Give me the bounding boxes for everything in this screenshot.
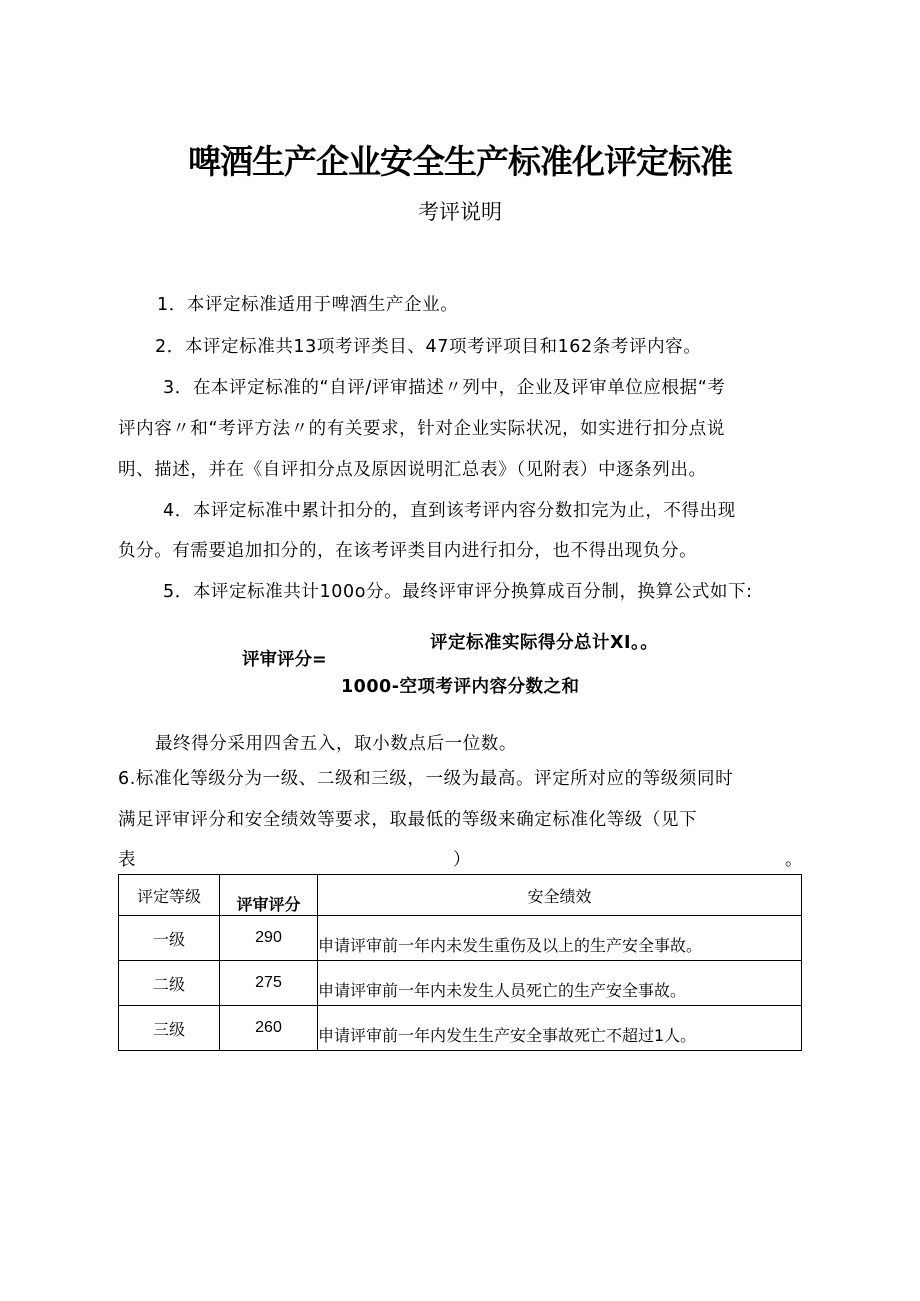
paragraph-6-close-paren: ） (453, 850, 472, 870)
paragraph-6-line-1: 6.标准化等级分为一级、二级和三级，一级为最高。评定所对应的等级须同时 (118, 769, 734, 789)
paragraph-3-line-3: 明、描述，并在《自评扣分点及原因说明汇总表》（见附表）中逐条列出。 (118, 460, 707, 480)
table-row (119, 1006, 802, 1051)
cell-grade: 一级 (119, 916, 220, 961)
grade-table (118, 874, 802, 1051)
paragraph-1: 1．本评定标准适用于啤酒生产企业。 (157, 295, 459, 315)
header-safety-performance: 安全绩效 (318, 875, 802, 916)
document-subtitle: 考评说明 (418, 200, 502, 224)
paragraph-2: 2．本评定标准共13项考评类目、47项考评项目和162条考评内容。 (155, 337, 702, 357)
paragraph-6-period: 。 (785, 850, 804, 870)
cell-score: 290 (220, 916, 318, 961)
table-row (119, 916, 802, 961)
cell-grade: 三级 (119, 1006, 220, 1051)
paragraph-6-line-2: 满足评审评分和安全绩效等要求，取最低的等级来确定标准化等级（见下 (118, 810, 698, 830)
formula-label: 评审评分= (242, 650, 327, 670)
formula-numerator: 评定标准实际得分总计XI。。 (430, 633, 659, 653)
document-title: 啤酒生产企业安全生产标准化评定标准 (188, 142, 732, 181)
paragraph-3-line-1: 3．在本评定标准的“自评/评审描述〃列中，企业及评审单位应根据“考 (163, 378, 726, 398)
table-row (119, 961, 802, 1006)
paragraph-4-line-1: 4．本评定标准中累计扣分的，直到该考评内容分数扣完为止，不得出现 (163, 501, 736, 521)
rounding-note: 最终得分采用四舍五入，取小数点后一位数。 (155, 734, 517, 754)
paragraph-5: 5．本评定标准共计100o分。最终评审评分换算成百分制，换算公式如下: (163, 582, 753, 602)
header-grade: 评定等级 (119, 875, 220, 916)
paragraph-6-line-3-start: 表 (118, 850, 137, 870)
cell-safety-performance: 申请评审前一年内发生生产安全事故死亡不超过1人。 (318, 1006, 802, 1051)
cell-grade: 二级 (119, 961, 220, 1006)
header-score: 评审评分 (220, 875, 318, 916)
cell-score: 275 (220, 961, 318, 1006)
table-header-row (119, 875, 802, 916)
cell-safety-performance: 申请评审前一年内未发生人员死亡的生产安全事故。 (318, 961, 802, 1006)
paragraph-4-line-2: 负分。有需要追加扣分的，在该考评类目内进行扣分，也不得出现负分。 (118, 541, 698, 561)
formula-denominator: 1000-空项考评内容分数之和 (341, 677, 580, 697)
paragraph-3-line-2: 评内容〃和“考评方法〃的有关要求，针对企业实际状况，如实进行扣分点说 (118, 419, 725, 439)
cell-safety-performance: 申请评审前一年内未发生重伤及以上的生产安全事故。 (318, 916, 802, 961)
cell-score: 260 (220, 1006, 318, 1051)
